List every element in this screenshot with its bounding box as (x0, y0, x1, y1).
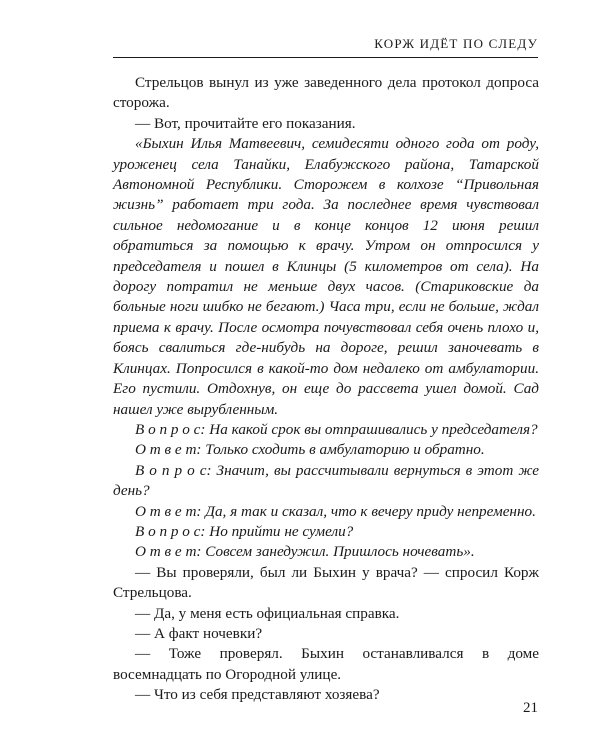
paragraph-answer: О т в е т: Только сходить в амбулаторию и обратно. (135, 441, 485, 459)
paragraph: — Вы проверяли, был ли Быхин у врача? — спросил Корж Стрельцова. (113, 563, 539, 602)
paragraph: — Тоже проверял. Быхин останавливался в доме восемнадцать по Огородной улице. (113, 645, 539, 683)
paragraph-answer: О т в е т: Совсем занедужил. Пришлось ночевать». (135, 543, 475, 561)
paragraph: — Да, у меня есть официальная справка. (135, 604, 400, 622)
body-text (113, 73, 539, 706)
paragraph-question: В о п р о с: Значит, вы рассчитывали вернуться в этот же день? (113, 461, 539, 500)
paragraph-question: В о п р о с: На какой срок вы отпрашивались у председателя? (135, 420, 538, 438)
page-number: 21 (523, 700, 538, 716)
paragraph: — Что из себя представляют хозяева? (135, 686, 380, 704)
header-rule (113, 57, 538, 58)
paragraph: — Вот, прочитайте его показания. (135, 114, 356, 132)
paragraph-question: В о п р о с: Но прийти не сумели? (135, 522, 354, 540)
paragraph: — А факт ночевки? (135, 624, 263, 642)
paragraph-testimony: «Быхин Илья Матвеевич, семидесяти одного года от роду, уроженец села Танайки, Елабужского района, Татарской Автономной Республики. Сторожем в колхозе “Привольная жизнь” работает три года. За последнее время чувствовал сильное недомогание и в конце концов 12 июня решил обратиться за помощью к врачу. Утром он отпросился у председателя и пошел в Клинцы (5 километров от села). На дорогу потратил не меньше двух часов. (Стариковские да больные ноги шибко не бегают.) Часа три, если не больше, ждал приема к врачу. После осмотра почувствовал себя очень плохо и, боясь свалиться где-нибудь на дороге, решил заночевать в Клинцах. Попросился в какой-то дом недалеко от амбулатории. Его пустили. Отдохнув, он еще до рассвета ушел домой. Сад нашел уже вырубленным. (113, 135, 539, 418)
running-head: КОРЖ ИДЁТ ПО СЛЕДУ (374, 36, 538, 51)
paragraph-answer: О т в е т: Да, я так и сказал, что к вечеру приду непременно. (135, 502, 536, 520)
paragraph: Стрельцов вынул из уже заведенного дела протокол допроса сторожа. (113, 74, 539, 112)
